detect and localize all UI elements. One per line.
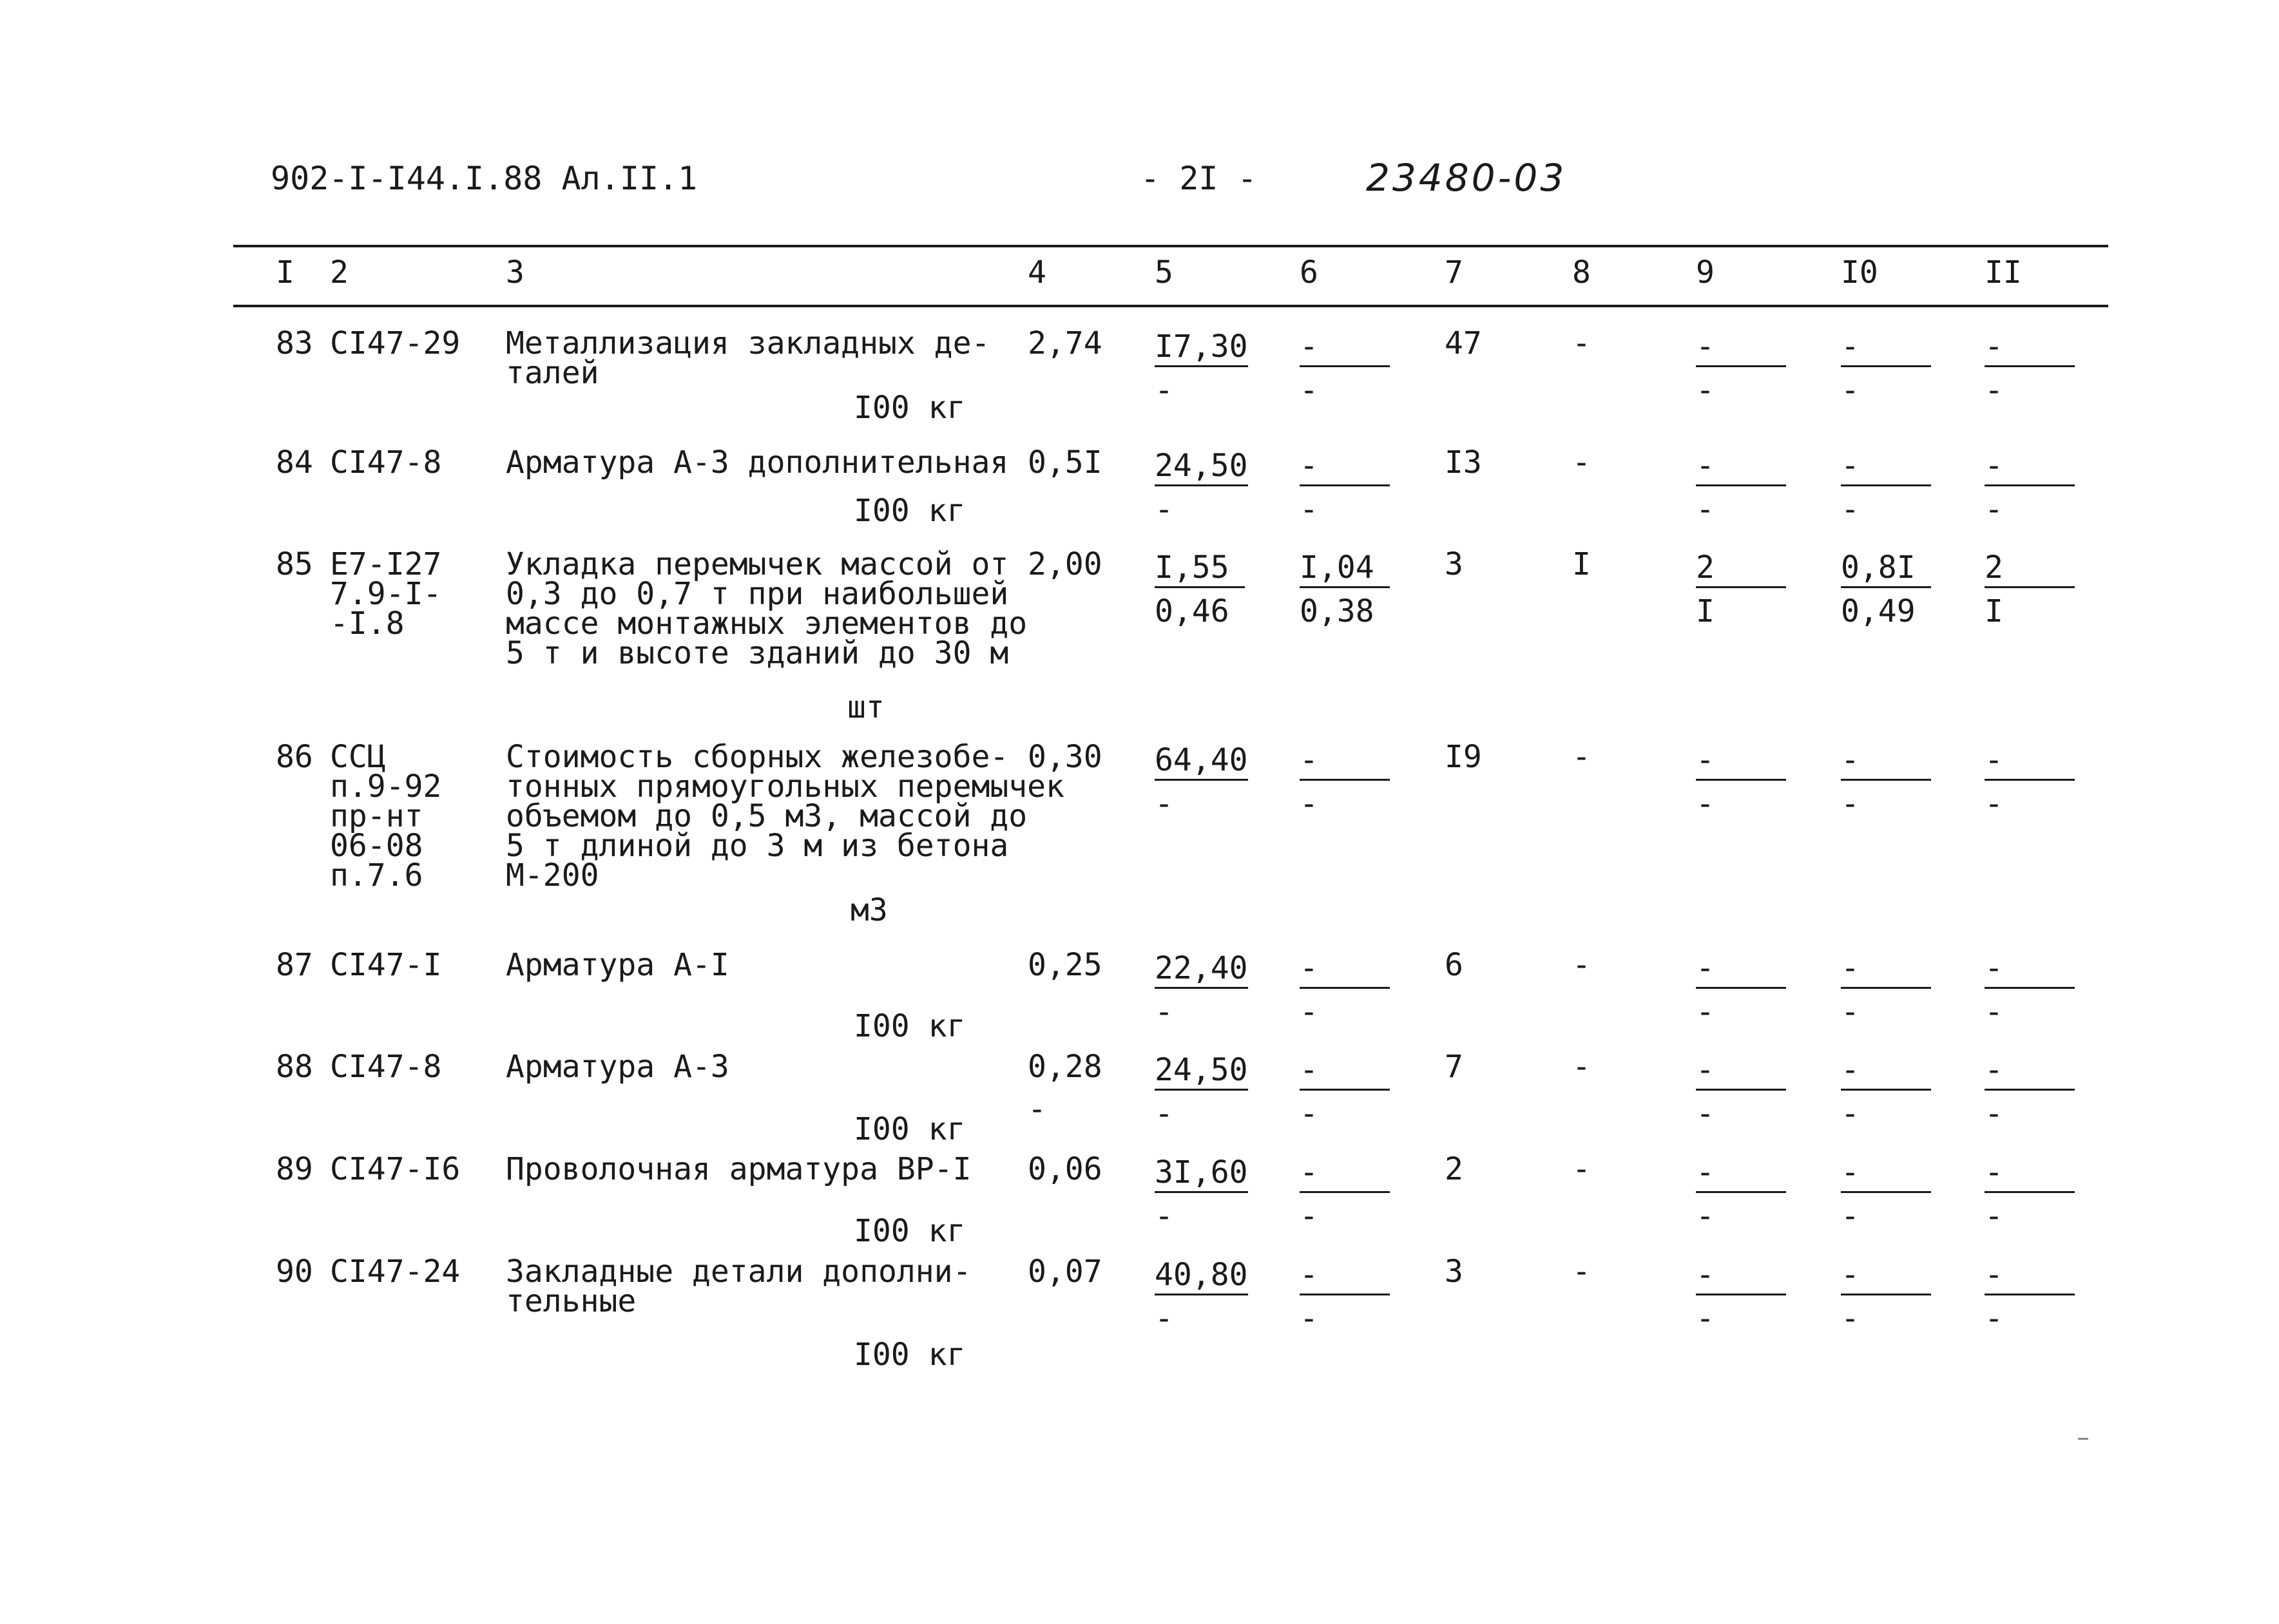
column-header: 9 bbox=[1696, 254, 1715, 291]
fraction-cell bbox=[1696, 448, 1786, 529]
fraction-numerator: - bbox=[1696, 744, 1786, 781]
quantity: 2,00 bbox=[1028, 546, 1102, 582]
fraction-cell bbox=[1841, 1052, 1931, 1133]
norm-code: ССЦ bbox=[330, 739, 386, 775]
fraction-numerator: - bbox=[1841, 1054, 1931, 1091]
unit-of-measure: I00 кг bbox=[854, 1213, 966, 1249]
work-description: 5 т длиной до 3 м из бетона bbox=[506, 828, 1009, 864]
column-8-value: I bbox=[1572, 546, 1591, 582]
fraction-numerator: 64,40 bbox=[1155, 744, 1248, 781]
quantity: 0,30 bbox=[1028, 739, 1102, 775]
fraction-cell bbox=[1300, 549, 1390, 631]
top-rule bbox=[233, 245, 2108, 247]
fraction-numerator: 22,40 bbox=[1155, 952, 1248, 989]
fraction-numerator: - bbox=[1300, 1054, 1390, 1091]
fraction-cell bbox=[1985, 950, 2075, 1031]
column-header: 5 bbox=[1155, 254, 1173, 291]
norm-code: 7.9-I- bbox=[330, 576, 442, 612]
column-header: 7 bbox=[1445, 254, 1463, 291]
column-7-value: 3 bbox=[1445, 546, 1463, 582]
fraction-denominator: - bbox=[1841, 1096, 1860, 1132]
fraction-cell bbox=[1696, 950, 1786, 1031]
fraction-numerator: - bbox=[1841, 1156, 1931, 1193]
norm-code: CI47-8 bbox=[330, 1049, 442, 1085]
fraction-numerator: - bbox=[1841, 1259, 1931, 1295]
fraction-denominator: - bbox=[1155, 1198, 1173, 1234]
column-7-value: 47 bbox=[1445, 325, 1482, 361]
column-header: 6 bbox=[1300, 254, 1318, 291]
fraction-numerator: - bbox=[1300, 1156, 1390, 1193]
fraction-cell bbox=[1696, 1154, 1786, 1236]
unit-of-measure: I00 кг bbox=[854, 1337, 966, 1373]
fraction-denominator: - bbox=[1300, 372, 1318, 408]
fraction-numerator: - bbox=[1985, 1156, 2075, 1193]
column-header: II bbox=[1985, 254, 2022, 291]
fraction-numerator: - bbox=[1985, 952, 2075, 989]
fraction-cell bbox=[1841, 448, 1931, 529]
fraction-cell bbox=[1300, 448, 1390, 529]
fraction-cell bbox=[1155, 329, 1248, 410]
column-7-value: 7 bbox=[1445, 1049, 1463, 1085]
fraction-denominator: - bbox=[1985, 994, 2003, 1030]
column-header: 2 bbox=[330, 254, 349, 291]
fraction-numerator: - bbox=[1985, 450, 2075, 486]
fraction-numerator: - bbox=[1985, 1259, 2075, 1295]
fraction-numerator: - bbox=[1300, 450, 1390, 486]
fraction-denominator: - bbox=[1300, 1301, 1318, 1337]
norm-code: п.7.6 bbox=[330, 857, 423, 893]
column-7-value: 6 bbox=[1445, 947, 1463, 983]
work-description: Арматура А-3 bbox=[506, 1049, 729, 1085]
work-description: Металлизация закладных де- bbox=[506, 325, 990, 361]
fraction-cell bbox=[1985, 742, 2075, 823]
norm-code: CI47-I bbox=[330, 947, 442, 983]
fraction-cell bbox=[1155, 1052, 1248, 1133]
work-description: Арматура А-I bbox=[506, 947, 729, 983]
norm-code: E7-I27 bbox=[330, 546, 442, 582]
fraction-denominator: - bbox=[1985, 786, 2003, 822]
norm-code: CI47-I6 bbox=[330, 1151, 461, 1187]
fraction-denominator: - bbox=[1300, 1198, 1318, 1234]
fraction-cell bbox=[1696, 549, 1786, 631]
row-number: 88 bbox=[276, 1049, 313, 1085]
row-number: 84 bbox=[276, 444, 313, 481]
norm-code: CI47-8 bbox=[330, 444, 442, 481]
column-8-value: - bbox=[1572, 1049, 1591, 1085]
work-description: тельные bbox=[506, 1283, 637, 1319]
fraction-denominator: - bbox=[1696, 1301, 1715, 1337]
fraction-cell bbox=[1696, 742, 1786, 823]
fraction-cell bbox=[1155, 950, 1248, 1031]
fraction-denominator: 0,49 bbox=[1841, 593, 1916, 629]
fraction-denominator: - bbox=[1696, 994, 1715, 1030]
column-8-value: - bbox=[1572, 1254, 1591, 1290]
column-header: I0 bbox=[1841, 254, 1878, 291]
fraction-numerator: - bbox=[1696, 1054, 1786, 1091]
fraction-denominator: I bbox=[1696, 593, 1715, 629]
fraction-numerator: 2 bbox=[1985, 551, 2075, 588]
fraction-cell bbox=[1841, 742, 1931, 823]
fraction-numerator: I,04 bbox=[1300, 551, 1390, 588]
quantity: 0,5I bbox=[1028, 444, 1102, 481]
work-description: Укладка перемычек массой от bbox=[506, 546, 1009, 582]
fraction-cell bbox=[1696, 1052, 1786, 1133]
column-8-value: - bbox=[1572, 1151, 1591, 1187]
work-description: Закладные детали дополни- bbox=[506, 1254, 972, 1290]
fraction-numerator: I,55 bbox=[1155, 551, 1245, 588]
fraction-cell bbox=[1300, 742, 1390, 823]
quantity: 0,25 bbox=[1028, 947, 1102, 983]
fraction-numerator: - bbox=[1696, 952, 1786, 989]
quantity: 2,74 bbox=[1028, 325, 1102, 361]
unit-of-measure: I00 кг bbox=[854, 1111, 966, 1147]
fraction-numerator: 0,8I bbox=[1841, 551, 1931, 588]
unit-of-measure: шт bbox=[847, 689, 885, 725]
fraction-denominator: - bbox=[1696, 372, 1715, 408]
fraction-numerator: - bbox=[1300, 1259, 1390, 1295]
fraction-numerator: - bbox=[1300, 330, 1390, 367]
unit-of-measure: м3 bbox=[851, 892, 888, 928]
fraction-numerator: - bbox=[1696, 1259, 1786, 1295]
norm-code: CI47-24 bbox=[330, 1254, 461, 1290]
fraction-cell bbox=[1841, 329, 1931, 410]
norm-code: 06-08 bbox=[330, 828, 423, 864]
fraction-denominator: - bbox=[1841, 786, 1860, 822]
work-description: Стоимость сборных железобе- bbox=[506, 739, 1009, 775]
fraction-denominator: - bbox=[1841, 492, 1860, 528]
quantity: 0,06 bbox=[1028, 1151, 1102, 1187]
fraction-denominator: - bbox=[1155, 372, 1173, 408]
document-number-handwritten: 23480-03 bbox=[1366, 156, 1567, 200]
fraction-numerator: - bbox=[1841, 450, 1931, 486]
work-description: объемом до 0,5 м3, массой до bbox=[506, 798, 1028, 834]
column-header: 3 bbox=[506, 254, 524, 291]
fraction-denominator: - bbox=[1155, 1096, 1173, 1132]
fraction-cell bbox=[1985, 1052, 2075, 1133]
fraction-numerator: 40,80 bbox=[1155, 1259, 1248, 1295]
work-description: массе монтажных элементов до bbox=[506, 606, 1028, 642]
unit-of-measure: I00 кг bbox=[854, 390, 966, 426]
fraction-cell bbox=[1300, 1154, 1390, 1236]
fraction-numerator: - bbox=[1841, 952, 1931, 989]
norm-code: CI47-29 bbox=[330, 325, 461, 361]
scan-mark bbox=[2078, 1438, 2088, 1440]
norm-code: п.9-92 bbox=[330, 769, 442, 805]
column-7-value: 3 bbox=[1445, 1254, 1463, 1290]
work-description: М-200 bbox=[506, 857, 599, 893]
row-number: 87 bbox=[276, 947, 313, 983]
fraction-cell bbox=[1300, 1257, 1390, 1338]
column-8-value: - bbox=[1572, 739, 1591, 775]
fraction-denominator: - bbox=[1696, 1096, 1715, 1132]
fraction-cell bbox=[1300, 950, 1390, 1031]
column-header: I bbox=[276, 254, 294, 291]
fraction-numerator: - bbox=[1841, 330, 1931, 367]
fraction-denominator: - bbox=[1300, 994, 1318, 1030]
quantity-lower: - bbox=[1028, 1091, 1046, 1127]
fraction-cell bbox=[1696, 1257, 1786, 1338]
fraction-denominator: - bbox=[1841, 1301, 1860, 1337]
column-7-value: 2 bbox=[1445, 1151, 1463, 1187]
unit-of-measure: I00 кг bbox=[854, 1008, 966, 1044]
row-number: 89 bbox=[276, 1151, 313, 1187]
fraction-cell bbox=[1155, 1154, 1248, 1236]
work-description: Проволочная арматура ВР-I bbox=[506, 1151, 972, 1187]
page-number: - 2I - bbox=[1140, 160, 1257, 197]
fraction-denominator: 0,38 bbox=[1300, 593, 1374, 629]
fraction-cell bbox=[1841, 549, 1931, 631]
fraction-cell bbox=[1985, 1154, 2075, 1236]
quantity: 0,07 bbox=[1028, 1254, 1102, 1290]
header-rule bbox=[233, 305, 2108, 307]
fraction-denominator: 0,46 bbox=[1155, 593, 1229, 629]
fraction-denominator: - bbox=[1985, 1198, 2003, 1234]
fraction-denominator: - bbox=[1985, 1096, 2003, 1132]
fraction-cell bbox=[1155, 742, 1248, 823]
fraction-cell bbox=[1300, 329, 1390, 410]
fraction-denominator: I bbox=[1985, 593, 2003, 629]
fraction-cell bbox=[1841, 1257, 1931, 1338]
row-number: 85 bbox=[276, 546, 313, 582]
column-8-value: - bbox=[1572, 947, 1591, 983]
fraction-numerator: - bbox=[1985, 744, 2075, 781]
fraction-cell bbox=[1155, 1257, 1248, 1338]
work-description: 5 т и высоте зданий до 30 м bbox=[506, 635, 1009, 671]
fraction-denominator: - bbox=[1841, 1198, 1860, 1234]
norm-code: -I.8 bbox=[330, 606, 405, 642]
fraction-cell bbox=[1155, 448, 1248, 529]
fraction-numerator: 2 bbox=[1696, 551, 1786, 588]
fraction-numerator: 24,50 bbox=[1155, 450, 1248, 486]
fraction-denominator: - bbox=[1985, 492, 2003, 528]
column-header: 8 bbox=[1572, 254, 1591, 291]
column-header: 4 bbox=[1028, 254, 1046, 291]
fraction-cell bbox=[1841, 1154, 1931, 1236]
fraction-denominator: - bbox=[1985, 372, 2003, 408]
fraction-cell bbox=[1155, 549, 1245, 631]
fraction-cell bbox=[1841, 950, 1931, 1031]
fraction-cell bbox=[1300, 1052, 1390, 1133]
fraction-denominator: - bbox=[1300, 786, 1318, 822]
fraction-numerator: - bbox=[1985, 330, 2075, 367]
row-number: 83 bbox=[276, 325, 313, 361]
fraction-numerator: 24,50 bbox=[1155, 1054, 1248, 1091]
quantity: 0,28 bbox=[1028, 1049, 1102, 1085]
fraction-denominator: - bbox=[1696, 786, 1715, 822]
column-7-value: I9 bbox=[1445, 739, 1482, 775]
column-7-value: I3 bbox=[1445, 444, 1482, 481]
fraction-numerator: I7,30 bbox=[1155, 330, 1248, 367]
work-description: талей bbox=[506, 355, 599, 391]
work-description: тонных прямоугольных перемычек bbox=[506, 769, 1064, 805]
row-number: 90 bbox=[276, 1254, 313, 1290]
norm-code: пр-нт bbox=[330, 798, 423, 834]
fraction-denominator: - bbox=[1155, 786, 1173, 822]
work-description: 0,3 до 0,7 т при наибольшей bbox=[506, 576, 1009, 612]
fraction-numerator: - bbox=[1696, 1156, 1786, 1193]
fraction-denominator: - bbox=[1841, 994, 1860, 1030]
document-header-left: 902-I-I44.I.88 Ал.II.1 bbox=[271, 160, 698, 197]
fraction-cell bbox=[1985, 448, 2075, 529]
work-description: Арматура А-3 дополнительная bbox=[506, 444, 1009, 481]
fraction-numerator: - bbox=[1300, 952, 1390, 989]
fraction-cell bbox=[1985, 329, 2075, 410]
fraction-numerator: 3I,60 bbox=[1155, 1156, 1248, 1193]
fraction-denominator: - bbox=[1155, 994, 1173, 1030]
fraction-denominator: - bbox=[1300, 1096, 1318, 1132]
fraction-numerator: - bbox=[1985, 1054, 2075, 1091]
fraction-numerator: - bbox=[1300, 744, 1390, 781]
fraction-numerator: - bbox=[1696, 450, 1786, 486]
fraction-cell bbox=[1985, 549, 2075, 631]
fraction-cell bbox=[1696, 329, 1786, 410]
fraction-denominator: - bbox=[1155, 492, 1173, 528]
row-number: 86 bbox=[276, 739, 313, 775]
fraction-denominator: - bbox=[1155, 1301, 1173, 1337]
fraction-denominator: - bbox=[1300, 492, 1318, 528]
fraction-cell bbox=[1985, 1257, 2075, 1338]
fraction-numerator: - bbox=[1696, 330, 1786, 367]
fraction-denominator: - bbox=[1696, 492, 1715, 528]
fraction-denominator: - bbox=[1985, 1301, 2003, 1337]
column-8-value: - bbox=[1572, 444, 1591, 481]
fraction-denominator: - bbox=[1696, 1198, 1715, 1234]
column-8-value: - bbox=[1572, 325, 1591, 361]
unit-of-measure: I00 кг bbox=[854, 493, 966, 529]
fraction-denominator: - bbox=[1841, 372, 1860, 408]
fraction-numerator: - bbox=[1841, 744, 1931, 781]
